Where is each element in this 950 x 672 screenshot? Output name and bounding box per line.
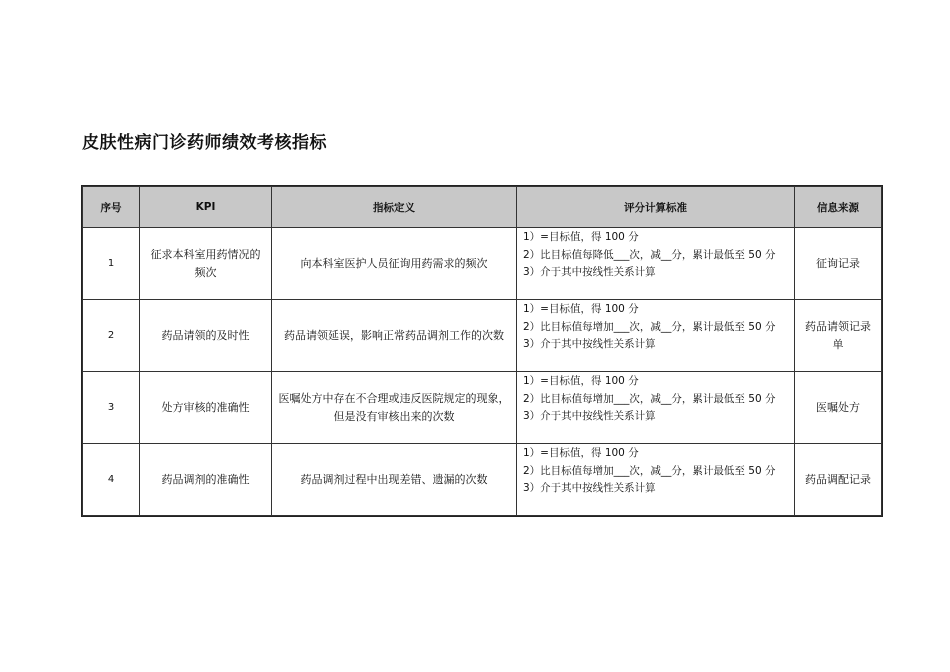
table-row (83, 444, 882, 516)
row-seq: 2 (83, 300, 140, 372)
table-header-row (83, 187, 882, 228)
row-source: 医嘱处方 (795, 372, 882, 444)
kpi-table (82, 186, 882, 516)
header-source: 信息来源 (795, 187, 882, 228)
row-seq: 4 (83, 444, 140, 516)
row-kpi: 处方审核的准确性 (140, 372, 272, 444)
row-definition: 向本科室医护人员征询用药需求的频次 (272, 228, 517, 300)
row-source: 征询记录 (795, 228, 882, 300)
row-criteria (517, 228, 795, 300)
row-definition: 医嘱处方中存在不合理或违反医院规定的现象，但是没有审核出来的次数 (272, 372, 517, 444)
row-kpi: 征求本科室用药情况的频次 (140, 228, 272, 300)
row-seq: 3 (83, 372, 140, 444)
criteria-line: 3）介于其中按线性关系计算 (523, 410, 656, 422)
criteria-line: 2）比目标值每增加___次，减__分，累计最低至 50 分 (523, 392, 776, 405)
criteria-line: 2）比目标值每增加___次，减__分，累计最低至 50 分 (523, 464, 776, 477)
criteria-line: 3）介于其中按线性关系计算 (523, 482, 656, 494)
criteria-line: 1）=目标值，得 100 分 (523, 447, 639, 459)
criteria-line: 2）比目标值每降低___次，减__分，累计最低至 50 分 (523, 248, 776, 261)
criteria-line: 1）=目标值，得 100 分 (523, 375, 639, 387)
header-seq: 序号 (83, 187, 140, 228)
header-definition: 指标定义 (272, 187, 517, 228)
row-definition: 药品请领延误，影响正常药品调剂工作的次数 (272, 300, 517, 372)
criteria-line: 1）=目标值，得 100 分 (523, 231, 639, 243)
criteria-line: 3）介于其中按线性关系计算 (523, 338, 656, 350)
table-row (83, 372, 882, 444)
header-kpi: KPI (140, 187, 272, 228)
row-source: 药品请领记录单 (795, 300, 882, 372)
row-source: 药品调配记录 (795, 444, 882, 516)
document-title: 皮肤性病门诊药师绩效考核指标 (82, 133, 327, 153)
row-criteria (517, 372, 795, 444)
criteria-line: 3）介于其中按线性关系计算 (523, 266, 656, 278)
row-kpi: 药品请领的及时性 (140, 300, 272, 372)
row-criteria (517, 444, 795, 516)
row-kpi: 药品调剂的准确性 (140, 444, 272, 516)
header-criteria: 评分计算标准 (517, 187, 795, 228)
row-definition: 药品调剂过程中出现差错、遗漏的次数 (272, 444, 517, 516)
criteria-line: 2）比目标值每增加___次，减__分，累计最低至 50 分 (523, 320, 776, 333)
row-seq: 1 (83, 228, 140, 300)
criteria-line: 1）=目标值，得 100 分 (523, 303, 639, 315)
table-row (83, 228, 882, 300)
table-row (83, 300, 882, 372)
row-criteria (517, 300, 795, 372)
